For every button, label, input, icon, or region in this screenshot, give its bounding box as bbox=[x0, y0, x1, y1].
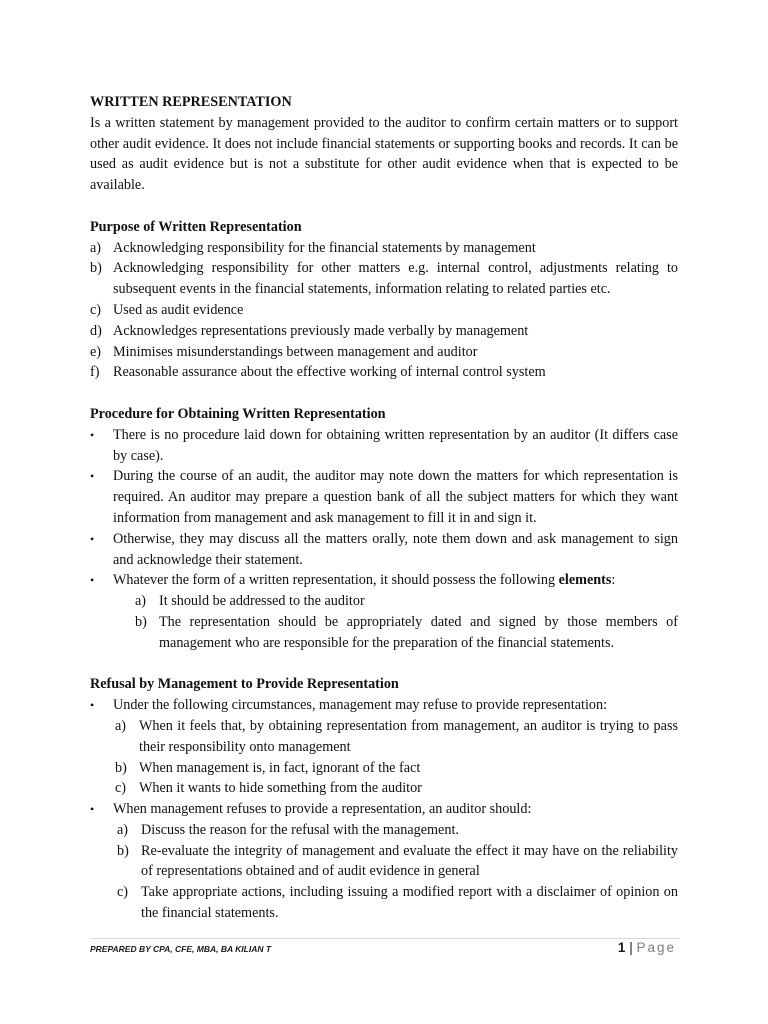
footer-page-indicator bbox=[618, 940, 676, 955]
list-marker: b) bbox=[117, 842, 129, 859]
document-title: WRITTEN REPRESENTATION bbox=[90, 94, 292, 110]
list-item bbox=[115, 716, 678, 758]
procedure-heading: Procedure for Obtaining Written Representation bbox=[90, 405, 386, 422]
purpose-list bbox=[90, 238, 678, 384]
list-item-text: The representation should be appropriately dated and signed by those members of management who are responsible for the preparation of the financial statements. bbox=[159, 613, 678, 651]
list-item bbox=[115, 758, 678, 779]
list-marker: d) bbox=[90, 322, 102, 339]
list-item bbox=[115, 778, 678, 799]
list-item bbox=[135, 612, 678, 654]
list-item bbox=[90, 342, 678, 363]
procedure-list bbox=[90, 425, 678, 654]
bullet-text-bold: elements bbox=[558, 572, 612, 589]
bullet-item bbox=[90, 570, 678, 653]
intro-paragraph: Is a written statement by management provided to the auditor to confirm certain matters or to support other audit evidence. It does not include financial statements or supporting books and records. It can be used as audit evidence but is not a substitute for other audit evidence when that is expected to be available. bbox=[90, 114, 678, 194]
bullet-text: There is no procedure laid down for obtaining written representation by an auditor (It differs case by case). bbox=[113, 426, 678, 464]
list-marker: e) bbox=[90, 343, 102, 360]
bullet-icon: • bbox=[90, 802, 95, 817]
refusal-heading: Refusal by Management to Provide Representation bbox=[90, 676, 399, 693]
purpose-heading: Purpose of Written Representation bbox=[90, 218, 302, 235]
bullet-item bbox=[90, 466, 678, 528]
list-item-text: When it feels that, by obtaining representation from management, an auditor is trying to pass their responsibility onto management bbox=[139, 717, 678, 755]
list-marker: c) bbox=[90, 301, 102, 318]
bullet-item bbox=[90, 799, 678, 924]
list-marker: a) bbox=[115, 717, 127, 734]
bullet-icon: • bbox=[90, 531, 95, 546]
list-item-text: When it wants to hide something from the auditor bbox=[139, 780, 422, 797]
bullet-item bbox=[90, 529, 678, 571]
list-item-text: Acknowledging responsibility for the financial statements by management bbox=[113, 239, 536, 256]
list-item bbox=[90, 258, 678, 300]
bullet-icon: • bbox=[90, 698, 95, 713]
bullet-text: Under the following circumstances, management may refuse to provide representation: bbox=[113, 697, 608, 714]
bullet-icon: • bbox=[90, 427, 95, 442]
refusal-list bbox=[90, 695, 678, 924]
list-item-text: Reasonable assurance about the effective working of internal control system bbox=[113, 364, 546, 381]
document-body bbox=[90, 92, 678, 924]
list-marker: a) bbox=[135, 593, 147, 610]
bullet-icon: • bbox=[90, 469, 95, 484]
list-item-text: Acknowledging responsibility for other matters e.g. internal control, adjustments relating to subsequent events in the financial statements, information relating to related parties etc. bbox=[113, 260, 678, 298]
list-item bbox=[117, 820, 678, 841]
list-marker: a) bbox=[90, 239, 102, 256]
list-item-text: Used as audit evidence bbox=[113, 301, 244, 318]
list-marker: c) bbox=[115, 780, 127, 797]
bullet-text-prefix: Whatever the form of a written representation, it should possess the following bbox=[113, 572, 559, 589]
actions-list bbox=[117, 820, 678, 924]
list-item bbox=[90, 238, 678, 259]
bullet-item bbox=[90, 695, 678, 799]
list-item-text: It should be addressed to the auditor bbox=[159, 593, 365, 610]
list-item bbox=[90, 362, 678, 383]
elements-list bbox=[135, 591, 678, 653]
list-marker: f) bbox=[90, 364, 100, 381]
list-item-text: When management is, in fact, ignorant of the fact bbox=[139, 759, 421, 776]
list-item bbox=[117, 841, 678, 883]
bullet-text-suffix: : bbox=[611, 572, 616, 589]
list-item-text: Take appropriate actions, including issuing a modified report with a disclaimer of opinion on the financial statements. bbox=[141, 884, 678, 922]
list-item-text: Acknowledges representations previously made verbally by management bbox=[113, 322, 529, 339]
list-marker: c) bbox=[117, 884, 129, 901]
bullet-item bbox=[90, 425, 678, 467]
footer-divider bbox=[90, 938, 680, 939]
list-marker: b) bbox=[115, 759, 127, 776]
list-marker: b) bbox=[135, 613, 147, 630]
page-word: Page bbox=[636, 940, 676, 955]
list-item bbox=[117, 882, 678, 924]
bullet-text: When management refuses to provide a representation, an auditor should: bbox=[113, 801, 532, 818]
footer-author: PREPARED BY CPA, CFE, MBA, BA KILIAN T bbox=[90, 944, 272, 954]
page-number: 1 bbox=[617, 940, 626, 955]
list-item bbox=[90, 300, 678, 321]
list-item-text: Re-evaluate the integrity of management and evaluate the effect it may have on the reliability of representations obtained and of audit evidence in general bbox=[141, 842, 678, 880]
list-item bbox=[135, 591, 678, 612]
list-item-text: Discuss the reason for the refusal with the management. bbox=[141, 821, 459, 838]
bullet-icon: • bbox=[90, 573, 95, 588]
list-marker: b) bbox=[90, 260, 102, 277]
page-separator: | bbox=[629, 940, 633, 955]
list-marker: a) bbox=[117, 821, 129, 838]
bullet-text: During the course of an audit, the auditor may note down the matters for which representation is required. An auditor may prepare a question bank of all the subject matters for which they want information from management and ask management to fill it in and sign it. bbox=[113, 468, 678, 526]
list-item bbox=[90, 321, 678, 342]
list-item-text: Minimises misunderstandings between management and auditor bbox=[113, 343, 478, 360]
circumstances-list bbox=[115, 716, 678, 799]
bullet-text: Otherwise, they may discuss all the matters orally, note them down and ask management to sign and acknowledge their statement. bbox=[113, 530, 678, 568]
